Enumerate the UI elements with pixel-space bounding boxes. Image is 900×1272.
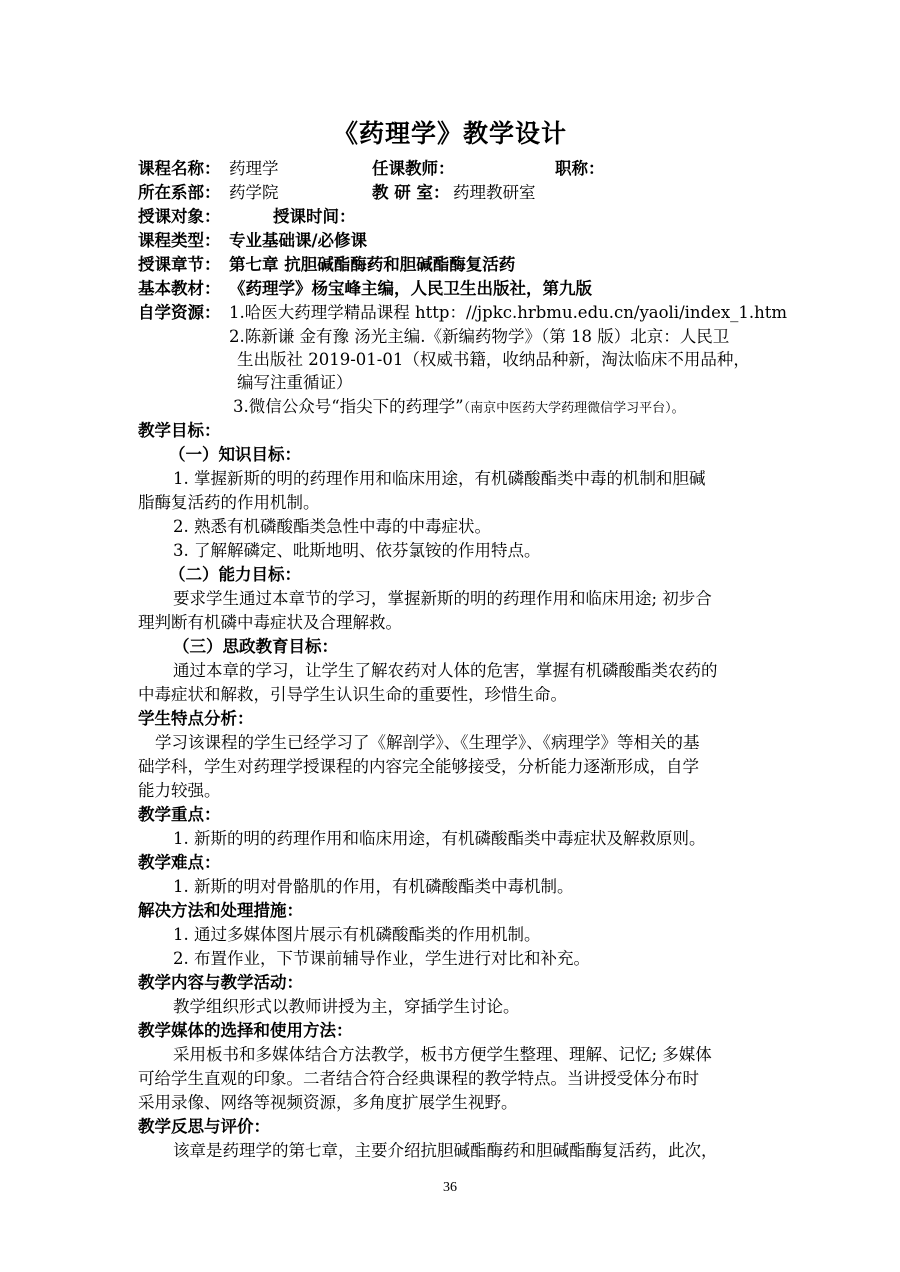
difficulties-line-1: 1. 新斯的明对骨骼肌的作用，有机磷酸酯类中毒机制。 — [173, 877, 574, 896]
students-line-1: 学习该课程的学生已经学习了《解剖学》、《生理学》、《病理学》等相关的基 — [155, 733, 700, 752]
office-label: 教 研 室： — [372, 183, 450, 202]
ideology-line-1: 通过本章的学习，让学生了解农药对人体的危害，掌握有机磷酸酯类农药的 — [173, 661, 718, 680]
resources-label: 自学资源： — [138, 303, 221, 322]
resource-1: 1.哈医大药理学精品课程 http：//jpkc.hrbmu.edu.cn/yaoli/index_1.htm — [229, 303, 788, 322]
students-line-3: 能力较强。 — [138, 781, 221, 800]
media-line-3: 采用录像、网络等视频资源，多角度扩展学生视野。 — [138, 1093, 518, 1112]
ideology-line-2: 中毒症状和解救，引导学生认识生命的重要性，珍惜生命。 — [138, 685, 567, 704]
solutions-line-1: 1. 通过多媒体图片展示有机磷酸酯类的作用机制。 — [173, 925, 541, 944]
objectives-heading: 教学目标： — [138, 421, 221, 440]
knowledge-item-1-line-1: 1. 掌握新斯的明的药理作用和临床用途，有机磷酸酯类中毒的机制和胆碱 — [173, 469, 706, 488]
reflection-line-1: 该章是药理学的第七章，主要介绍抗胆碱酯酶药和胆碱酯酶复活药，此次， — [173, 1141, 718, 1160]
key-points-heading: 教学重点： — [138, 805, 221, 824]
time-label: 授课时间： — [273, 207, 356, 226]
chapter-label: 授课章节： — [138, 255, 221, 274]
course-name-label: 课程名称： — [138, 159, 221, 178]
department-label: 所在系部： — [138, 183, 221, 202]
chapter-value: 第七章 抗胆碱酯酶药和胆碱酯酶复活药 — [229, 255, 516, 274]
resource-2-line-1: 2.陈新谦 金有豫 汤光主编.《新编药物学》（第 18 版）北京：人民卫 — [229, 327, 730, 346]
textbook-label: 基本教材： — [138, 279, 221, 298]
ability-line-1: 要求学生通过本章节的学习，掌握新斯的明的药理作用和临床用途; 初步合 — [173, 589, 712, 608]
ideology-objectives-heading: （三）思政教育目标： — [173, 637, 338, 656]
knowledge-item-2: 2. 熟悉有机磷酸酯类急性中毒的中毒症状。 — [173, 517, 491, 536]
rank-label: 职称： — [555, 159, 605, 178]
knowledge-item-1-line-2: 脂酶复活药的作用机制。 — [138, 493, 320, 512]
teacher-label: 任课教师： — [372, 159, 455, 178]
content-heading: 教学内容与教学活动： — [138, 973, 303, 992]
resource-3 — [233, 395, 685, 421]
page-number: 36 — [443, 1180, 457, 1195]
media-heading: 教学媒体的选择和使用方法： — [138, 1021, 353, 1040]
solutions-heading: 解决方法和处理措施： — [138, 901, 303, 920]
key-points-line-1: 1. 新斯的明的药理作用和临床用途，有机磷酸酯类中毒症状及解救原则。 — [173, 829, 706, 848]
students-line-2: 础学科，学生对药理学授课程的内容完全能够接受，分析能力逐渐形成，自学 — [138, 757, 699, 776]
resource-3-note: （南京中医药大学药理微信学习平台）。 — [463, 401, 685, 416]
knowledge-item-3: 3. 了解解磷定、吡斯地明、依芬氯铵的作用特点。 — [173, 541, 541, 560]
students-heading: 学生特点分析： — [138, 709, 254, 728]
course-type-label: 课程类型： — [138, 231, 221, 250]
office-value: 药理教研室 — [453, 183, 536, 202]
resource-2-line-3: 编写注重循证） — [237, 373, 353, 392]
resource-3-main: 3.微信公众号“指尖下的药理学” — [233, 397, 464, 416]
course-type-value: 专业基础课/必修课 — [229, 231, 368, 250]
course-name-value: 药理学 — [229, 159, 279, 178]
media-line-1: 采用板书和多媒体结合方法教学，板书方便学生整理、理解、记忆; 多媒体 — [173, 1045, 712, 1064]
knowledge-objectives-heading: （一）知识目标： — [169, 445, 301, 464]
solutions-line-2: 2. 布置作业，下节课前辅导作业，学生进行对比和补充。 — [173, 949, 590, 968]
ability-objectives-heading: （二）能力目标： — [169, 565, 301, 584]
document-title: 《药理学》教学设计 — [332, 119, 567, 148]
audience-label: 授课对象： — [138, 207, 221, 226]
difficulties-heading: 教学难点： — [138, 853, 221, 872]
reflection-heading: 教学反思与评价： — [138, 1117, 270, 1136]
content-line-1: 教学组织形式以教师讲授为主，穿插学生讨论。 — [173, 997, 520, 1016]
ability-line-2: 理判断有机磷中毒症状及合理解救。 — [138, 613, 402, 632]
department-value: 药学院 — [229, 183, 279, 202]
resource-2-line-2: 生出版社 2019-01-01（权威书籍，收纳品种新，淘汰临床不用品种， — [237, 350, 750, 369]
media-line-2: 可给学生直观的印象。二者结合符合经典课程的教学特点。当讲授受体分布时 — [138, 1069, 699, 1088]
textbook-value: 《药理学》杨宝峰主编，人民卫生出版社，第九版 — [229, 279, 592, 298]
